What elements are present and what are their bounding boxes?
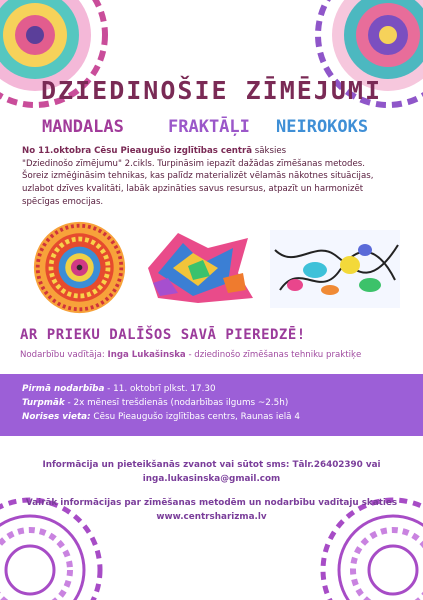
- mandala-artwork-image: [32, 220, 127, 315]
- leader-line: [20, 350, 361, 360]
- leader-description: - dziedinošo zīmēšanas tehniku praktiķe: [185, 350, 362, 360]
- schedule-first-value: - 11. oktobrī plkst. 17.30: [104, 384, 216, 394]
- intro-line-3: Šoreiz izmēģināsim tehnikas, kas palīdz materializēt vēlamās nākotnes situācijas,: [22, 171, 374, 182]
- contact-email: inga.lukasinska@gmail.com: [142, 473, 281, 484]
- intro-lead: No 11.oktobra Cēsu Pieaugušo izglītības centrā: [22, 146, 253, 156]
- schedule-next-label: Turpmāk: [22, 398, 65, 409]
- intro-line1-rest: sāksies: [252, 146, 287, 156]
- more-info: [0, 497, 423, 524]
- intro-paragraph: [22, 145, 406, 209]
- artwork-gallery: [0, 220, 423, 315]
- technique-neurotree: NEIROKOKS: [276, 117, 369, 137]
- intro-line-5: spēcīgas emocijas.: [22, 196, 104, 207]
- poster-title: DZIEDINOŠIE ZĪMĒJUMI: [40, 76, 383, 105]
- intro-line-4: uzlabot dzīves kvalitāti, labāk apzināties savus resursus, atpazīt un harmonizēt: [22, 184, 364, 195]
- contact-line-1: Informācija un pieteikšanās zvanot vai sūtot sms: Tālr.26402390 vai: [42, 460, 381, 470]
- schedule-place-value: Cēsu Pieaugušo izglītības centrs, Raunas ielā 4: [90, 412, 300, 423]
- more-info-line-1: Vairāk informācijas par zīmēšanas metodēm un nodarbību vadītaju skaties: [25, 498, 398, 508]
- schedule-band: [0, 374, 423, 436]
- technique-mandalas: MANDALAS: [42, 117, 124, 137]
- schedule-place-label: Norises vieta:: [22, 412, 91, 423]
- fractal-artwork-image: [138, 228, 258, 308]
- share-heading: AR PRIEKU DALĪŠOS SAVĀ PIEREDZĒ!: [20, 327, 306, 343]
- technique-fractals: FRAKTĀĻI: [168, 117, 250, 137]
- neurographic-artwork-image: [270, 230, 400, 308]
- leader-label: Nodarbību vadītāja:: [20, 350, 108, 360]
- website-url: www.centrsharizma.lv: [156, 511, 267, 522]
- schedule-place: [22, 410, 423, 424]
- contact-info: [0, 459, 423, 486]
- schedule-next: [22, 396, 423, 410]
- intro-line-2: "Dziedinošo zīmējumu" 2.cikls. Turpināsim iepazīt dažādas zīmēšanas metodes.: [22, 158, 366, 169]
- leader-name: Inga Lukašinska: [107, 350, 186, 360]
- schedule-first-label: Pirmā nodarbība: [22, 384, 105, 394]
- technique-list: [0, 117, 423, 141]
- schedule-next-value: - 2x mēnesī trešdienās (nodarbības ilgums ~2.5h): [64, 398, 289, 409]
- schedule-first: [22, 382, 423, 396]
